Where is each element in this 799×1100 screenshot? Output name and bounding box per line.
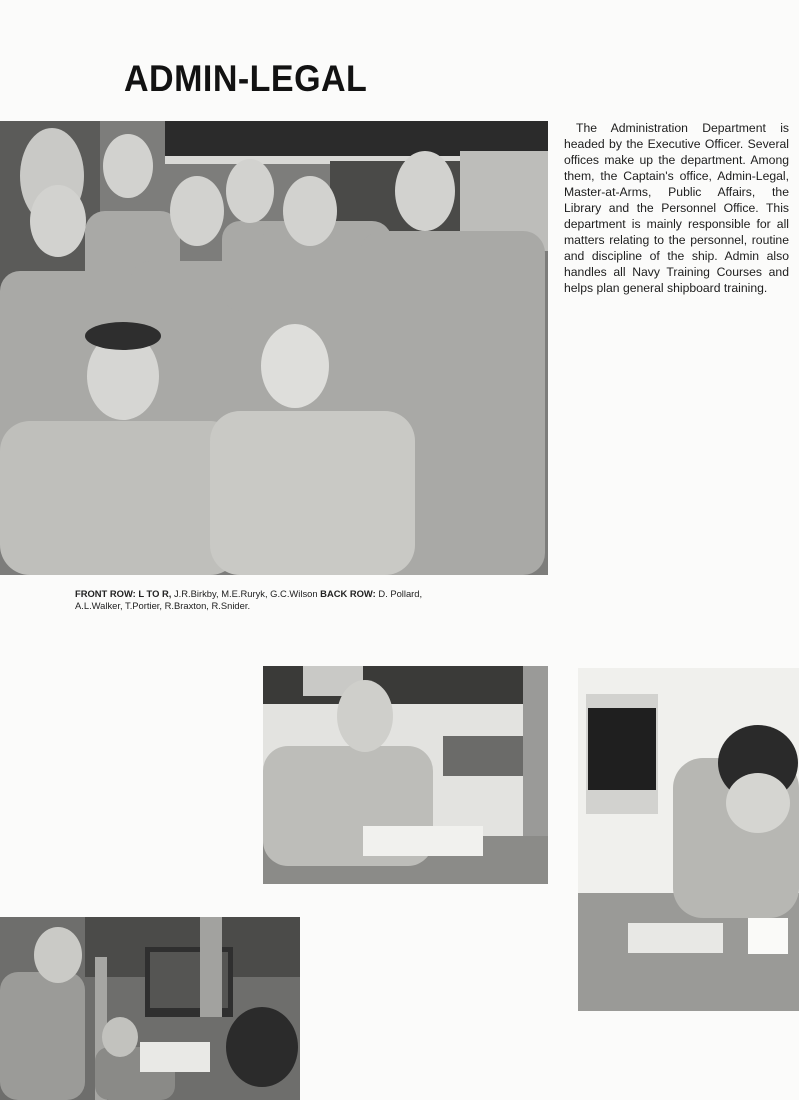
group-photo [0, 121, 548, 575]
page-title: ADMIN-LEGAL [124, 58, 368, 99]
photo-caption [75, 588, 460, 612]
clipboard-desk-photo [578, 668, 799, 1011]
desk-officer-photo [263, 666, 548, 884]
caption-front-label: FRONT ROW: L TO R, [75, 588, 172, 599]
caption-back-label: BACK ROW: [320, 588, 376, 599]
caption-front-names: J.R.Birkby, M.E.Ruryk, G.C.Wilson [173, 588, 318, 599]
office-room-photo [0, 917, 300, 1100]
article-body: The Administration Department is headed by the Executive Officer. Several offices make up the department. Among them, the Captain's office, Admin-Legal, Master-at-Arms, Public Affairs, the Library and the Personnel Office. This department is mainly responsible for all matters relating to the personnel, routine and discipline of the ship. Admin also handles all Navy Training Courses and helps plan general shipboard training. [564, 121, 789, 295]
caption-back-names: D. Pollard, A.L.Walker, T.Portier, R.Braxton, R.Snider. [75, 588, 423, 611]
